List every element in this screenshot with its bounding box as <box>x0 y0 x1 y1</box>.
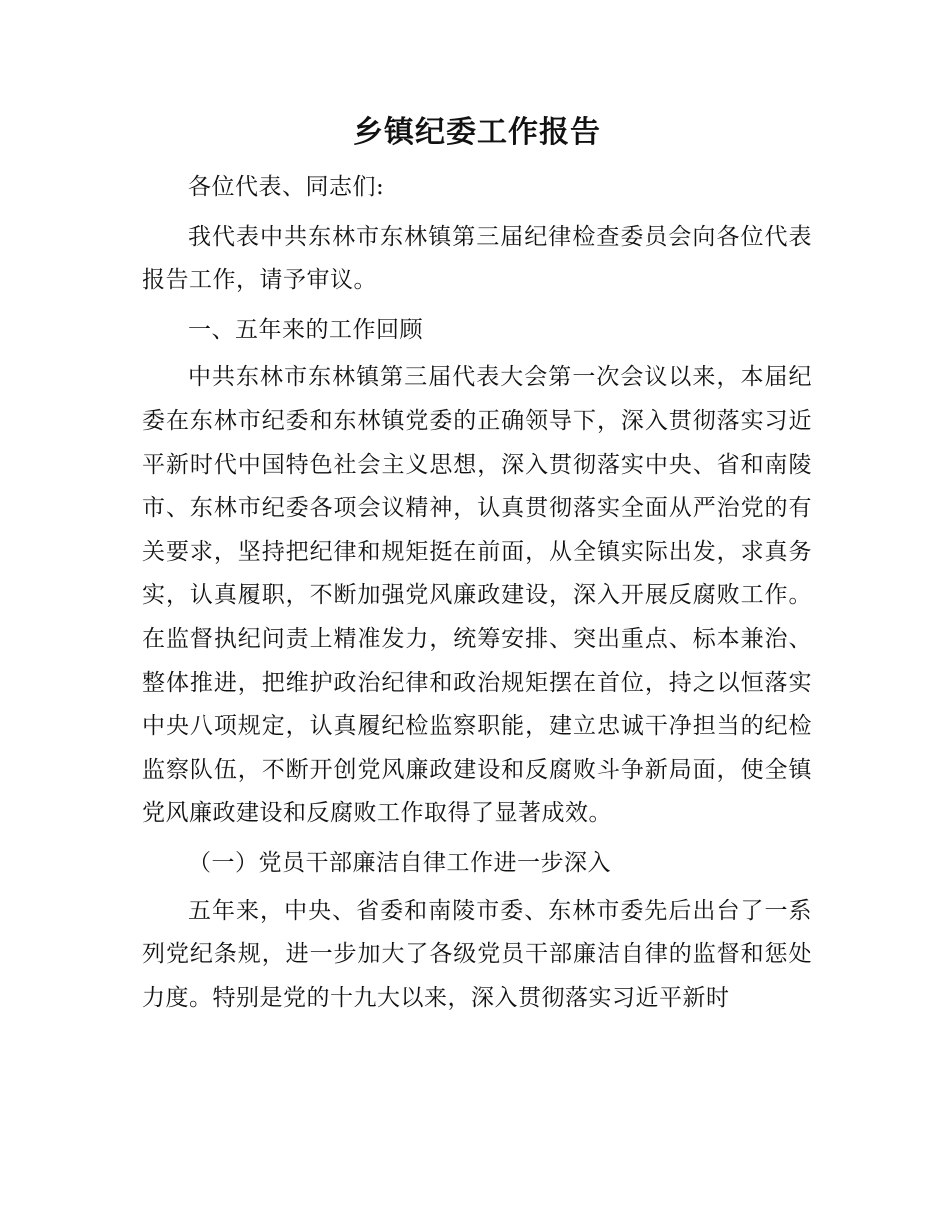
document-body <box>142 108 812 1026</box>
section-heading-1: 一、五年来的工作回顾 <box>188 316 423 343</box>
subsection-heading-1: （一）党员干部廉洁自律工作进一步深入 <box>188 849 611 876</box>
paragraph-self-discipline: 五年来，中央、省委和南陵市委、东林市委先后出台了一系列党纪条规，进一步加大了各级党员干部廉洁自律的监督和惩处力度。特别是党的十九大以来，深入贯彻落实习近平新时 <box>142 897 812 1011</box>
paragraph-review: 中共东林市东林镇第三届代表大会第一次会议以来，本届纪委在东林市纪委和东林镇党委的正确领导下，深入贯彻落实习近平新时代中国特色社会主义思想，深入贯彻落实中央、省和南陵市、东林市纪委各项会议精神，认真贯彻落实全面从严治党的有关要求，坚持把纪律和规矩挺在前面，从全镇实际出发，求真务实，认真履职，不断加强党风廉政建设，深入开展反腐败工作。在监督执纪问责上精准发力，统筹安排、突出重点、标本兼治、整体推进，把维护政治纪律和政治规矩摆在首位，持之以恒落实中央八项规定，认真履纪检监察职能，建立忠诚干净担当的纪检监察队伍，不断开创党风廉政建设和反腐败斗争新局面，使全镇党风廉政建设和反腐败工作取得了显著成效。 <box>142 364 812 827</box>
paragraph-intro: 我代表中共东林市东林镇第三届纪律检查委员会向各位代表报告工作，请予审议。 <box>142 223 812 294</box>
document-title: 乡镇纪委工作报告 <box>353 115 601 150</box>
salutation: 各位代表、同志们: <box>188 174 385 200</box>
